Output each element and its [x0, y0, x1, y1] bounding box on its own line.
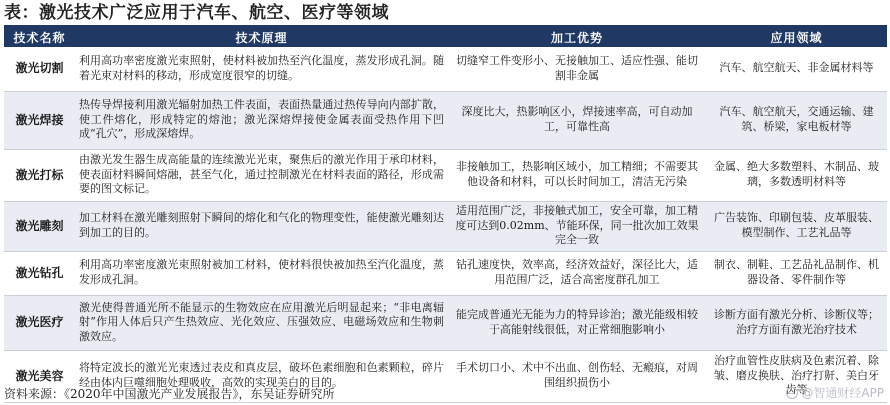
advantage-cell: 适用范围广泛，非接触式加工，安全可靠，加工精度可达到0.02mm、节能环保，同一批次加工效果完全一致 — [448, 201, 706, 251]
principle-cell: 加工材料在激光雕刻照射下瞬间的熔化和气化的物理变性，能使激光雕刻达到加工的目的。 — [75, 201, 448, 251]
watermark — [786, 384, 884, 402]
tech-name-cell: 激光钻孔 — [4, 251, 75, 295]
tech-name-cell: 激光切割 — [4, 47, 75, 91]
data-table — [4, 28, 887, 403]
field-cell: 金属、绝大多数塑料、木制品、玻璃，多数透明材料等 — [706, 149, 887, 201]
advantage-cell: 切缝窄工件变形小、无接触加工、适应性强、能切割非金属 — [448, 47, 706, 91]
advantage-cell: 钻孔速度快，效率高，经济效益好，深径比大，适用范围广泛，适合高密度群孔加工 — [448, 251, 706, 295]
watermark-logo-icon — [786, 387, 798, 399]
field-cell: 制衣、制鞋、工艺品礼品制作、机器设备、零件制作等 — [706, 251, 887, 295]
advantage-cell: 手术切口小、术中不出血、创伤轻、无瘢痕，对周围组织损伤小 — [448, 350, 706, 402]
principle-cell: 将特定波长的激光光束透过表皮和真皮层，破坏色素细胞和色素颗粒，碎片经由体内巨噬细胞处理吸收，高效的实现美白的目的。 — [75, 350, 448, 402]
table-header-row — [4, 28, 887, 47]
header-processing-advantage: 加工优势 — [448, 28, 706, 47]
tech-name-cell: 激光医疗 — [4, 295, 75, 350]
principle-cell: 由激光发生器生成高能量的连续激光光束，聚焦后的激光作用于承印材料，使表面材料瞬间熔融，甚至气化，通过控制激光在材料表面的路径，形成需要的图文标记。 — [75, 149, 448, 201]
table-row — [4, 47, 887, 91]
table-row — [4, 201, 887, 251]
table-row — [4, 149, 887, 201]
header-tech-name: 技术名称 — [4, 28, 75, 47]
header-tech-principle: 技术原理 — [75, 28, 448, 47]
source-note: 资料来源：《2020年中国激光产业发展报告》，东吴证券研究所 — [4, 387, 335, 401]
principle-cell: 激光使得普通光所不能显示的生物效应在应用激光后明显起来；“非电离辐射”作用人体后只产生热效应、光化效应、压强效应、电磁场效应和生物刺激效应。 — [75, 295, 448, 350]
field-cell: 诊断方面有激光分析、诊断仪等；治疗方面有激光治疗技术 — [706, 295, 887, 350]
field-cell: 汽车、航空航天，交通运输、建筑、桥梁，家电板材等 — [706, 91, 887, 149]
principle-cell: 热传导焊接利用激光辐射加热工件表面，表面热量通过热传导向内部扩散，使工件熔化，形成特定的熔池；激光深熔焊接使金属表面受热作用下凹成“孔穴”，形成深熔焊。 — [75, 91, 448, 149]
tech-name-cell: 激光焊接 — [4, 91, 75, 149]
field-cell: 广告装饰、印刷包装、皮革服装、模型制作、工艺礼品等 — [706, 201, 887, 251]
advantage-cell: 深度比大，热影响区小，焊接速率高，可自动加工，可靠性高 — [448, 91, 706, 149]
tech-name-cell: 激光雕刻 — [4, 201, 75, 251]
advantage-cell: 能完成普通光无能为力的特异诊治；激光能级相较于高能射线很低，对正常细胞影响小 — [448, 295, 706, 350]
tech-name-cell: 激光美容 — [4, 350, 75, 402]
tech-name-cell: 激光打标 — [4, 149, 75, 201]
watermark-text: @智通财经APP — [801, 386, 884, 400]
field-cell: 治疗血管性皮肤病及色素沉着、除皱、磨皮换肤、治疗打鼾、美白牙齿等 — [706, 350, 887, 402]
principle-cell: 利用高功率密度激光束照射被加工材料，使材料很快被加热至汽化温度，蒸发形成孔洞。 — [75, 251, 448, 295]
principle-cell: 利用高功率密度激光束照射，使材料被加热至汽化温度，蒸发形成孔洞。随着光束对材料的移动，形成宽度很窄的切缝。 — [75, 47, 448, 91]
advantage-cell: 非接触加工，热影响区域小，加工精细；不需要其他设备和材料，可以长时间加工，清洁无污染 — [448, 149, 706, 201]
table-row — [4, 91, 887, 149]
header-application-field: 应用领域 — [706, 28, 887, 47]
page-title: 表：激光技术广泛应用于汽车、航空、医疗等领域 — [4, 3, 389, 23]
table-row — [4, 295, 887, 350]
table-row — [4, 251, 887, 295]
field-cell: 汽车、航空航天、非金属材料等 — [706, 47, 887, 91]
